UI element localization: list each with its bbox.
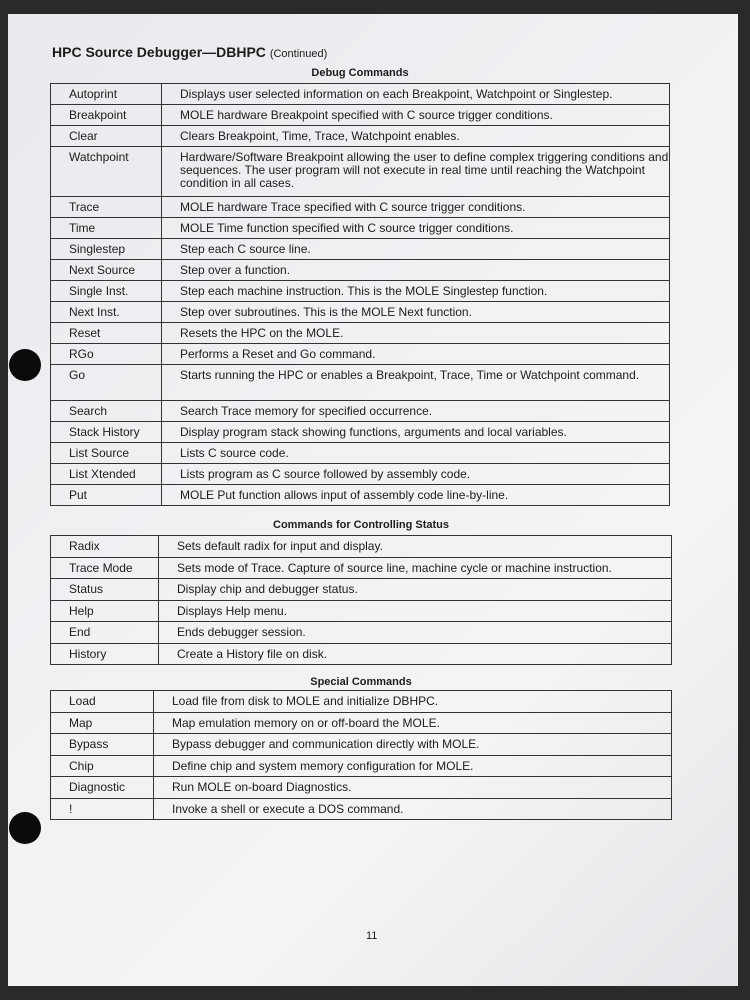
command-name: Status [51, 579, 159, 601]
command-name: Bypass [51, 734, 154, 756]
table-row [51, 302, 670, 323]
table-row [51, 777, 672, 799]
command-name: List Source [51, 443, 162, 464]
table-row [51, 239, 670, 260]
table-row [51, 281, 670, 302]
command-description: Hardware/Software Breakpoint allowing the user to define complex triggering conditions and sequences. The user program will not execute in real time until reaching the Watchpoint condition in all cases. [162, 147, 670, 197]
table-caption: Commands for Controlling Status [273, 519, 449, 531]
command-name: Singlestep [51, 239, 162, 260]
debug-commands-table [50, 83, 670, 506]
command-description: Load file from disk to MOLE and initialize DBHPC. [154, 691, 672, 713]
command-description: Displays user selected information on each Breakpoint, Watchpoint or Singlestep. [162, 84, 670, 105]
title-note: (Continued) [269, 48, 328, 60]
command-description: Lists program as C source followed by assembly code. [162, 464, 670, 485]
page-title [52, 44, 327, 60]
command-name: Trace Mode [51, 557, 159, 579]
binder-hole [9, 349, 41, 381]
command-name: List Xtended [51, 464, 162, 485]
table-row [51, 422, 670, 443]
table-row [51, 197, 670, 218]
table-row [51, 536, 672, 558]
command-name: End [51, 622, 159, 644]
command-description: Lists C source code. [162, 443, 670, 464]
command-name: Next Inst. [51, 302, 162, 323]
command-description: Sets mode of Trace. Capture of source line, machine cycle or machine instruction. [159, 557, 672, 579]
command-description: Display chip and debugger status. [159, 579, 672, 601]
command-description: Display program stack showing functions, arguments and local variables. [162, 422, 670, 443]
table-row [51, 323, 670, 344]
command-description: Performs a Reset and Go command. [162, 344, 670, 365]
command-description: MOLE hardware Trace specified with C source trigger conditions. [162, 197, 670, 218]
command-name: Time [51, 218, 162, 239]
table-row [51, 464, 670, 485]
command-name: Clear [51, 126, 162, 147]
command-description: Step over a function. [162, 260, 670, 281]
table-row [51, 401, 670, 422]
status-commands-table [50, 535, 672, 665]
table-row [51, 126, 670, 147]
command-name: Reset [51, 323, 162, 344]
table-row [51, 622, 672, 644]
command-name: History [51, 643, 159, 665]
command-description: Starts running the HPC or enables a Breakpoint, Trace, Time or Watchpoint command. [162, 365, 670, 401]
command-name: Go [51, 365, 162, 401]
table-row [51, 260, 670, 281]
command-name: Diagnostic [51, 777, 154, 799]
command-description: Step over subroutines. This is the MOLE Next function. [162, 302, 670, 323]
table-row [51, 485, 670, 506]
table-caption: Debug Commands [311, 67, 409, 79]
command-description: Define chip and system memory configuration for MOLE. [154, 755, 672, 777]
table-row [51, 712, 672, 734]
table-row [51, 557, 672, 579]
command-name: Help [51, 600, 159, 622]
table-row [51, 691, 672, 713]
command-name: Stack History [51, 422, 162, 443]
command-description: MOLE Time function specified with C source trigger conditions. [162, 218, 670, 239]
table-row [51, 365, 670, 401]
command-name: RGo [51, 344, 162, 365]
table-caption: Special Commands [310, 676, 412, 688]
command-description: Displays Help menu. [159, 600, 672, 622]
command-name: Trace [51, 197, 162, 218]
command-name: Autoprint [51, 84, 162, 105]
table-row [51, 443, 670, 464]
table-row [51, 105, 670, 126]
command-name: Map [51, 712, 154, 734]
table-row [51, 218, 670, 239]
page-number: 11 [366, 930, 378, 942]
command-name: Put [51, 485, 162, 506]
command-description: Run MOLE on-board Diagnostics. [154, 777, 672, 799]
command-name: Single Inst. [51, 281, 162, 302]
table-row [51, 600, 672, 622]
command-name: Search [51, 401, 162, 422]
table-row [51, 734, 672, 756]
command-description: Map emulation memory on or off-board the MOLE. [154, 712, 672, 734]
command-description: Invoke a shell or execute a DOS command. [154, 798, 672, 820]
table-row [51, 755, 672, 777]
command-description: Create a History file on disk. [159, 643, 672, 665]
command-name: Watchpoint [51, 147, 162, 197]
title-text: HPC Source Debugger—DBHPC [52, 44, 266, 60]
command-name: Chip [51, 755, 154, 777]
command-description: MOLE Put function allows input of assembly code line-by-line. [162, 485, 670, 506]
special-commands-table [50, 690, 672, 820]
command-description: Resets the HPC on the MOLE. [162, 323, 670, 344]
command-name: ! [51, 798, 154, 820]
command-description: Ends debugger session. [159, 622, 672, 644]
command-description: Clears Breakpoint, Time, Trace, Watchpoint enables. [162, 126, 670, 147]
command-name: Load [51, 691, 154, 713]
command-name: Breakpoint [51, 105, 162, 126]
command-description: Bypass debugger and communication directly with MOLE. [154, 734, 672, 756]
command-name: Next Source [51, 260, 162, 281]
table-row [51, 344, 670, 365]
table-row [51, 84, 670, 105]
command-description: Search Trace memory for specified occurrence. [162, 401, 670, 422]
command-description: MOLE hardware Breakpoint specified with C source trigger conditions. [162, 105, 670, 126]
command-description: Step each C source line. [162, 239, 670, 260]
binder-hole [9, 812, 41, 844]
table-row [51, 798, 672, 820]
command-description: Sets default radix for input and display. [159, 536, 672, 558]
command-description: Step each machine instruction. This is the MOLE Singlestep function. [162, 281, 670, 302]
table-row [51, 579, 672, 601]
table-row [51, 147, 670, 197]
command-name: Radix [51, 536, 159, 558]
table-row [51, 643, 672, 665]
